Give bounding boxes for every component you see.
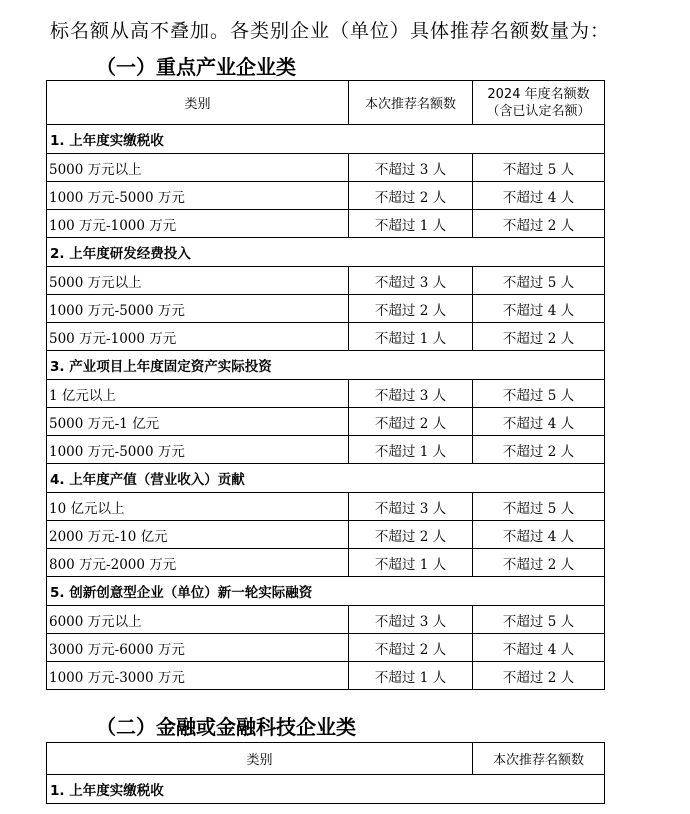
range-label: 3000 万元-6000 万元 [47, 634, 349, 662]
category-row [47, 238, 605, 267]
table-row [47, 295, 605, 323]
current-quota-cell: 不超过 2 人 [349, 182, 473, 210]
range-label: 1000 万元-3000 万元 [47, 662, 349, 690]
current-quota-cell: 不超过 1 人 [349, 662, 473, 690]
table-row [47, 154, 605, 182]
annual-quota-cell: 不超过 2 人 [473, 323, 605, 351]
table-body [47, 125, 605, 690]
current-quota-cell: 不超过 3 人 [349, 154, 473, 182]
quota-table-finance [46, 742, 605, 804]
header-category: 类别 [47, 743, 473, 775]
current-quota-cell: 不超过 1 人 [349, 436, 473, 464]
annual-quota-cell: 不超过 4 人 [473, 521, 605, 549]
table-row [47, 380, 605, 408]
current-quota-cell: 不超过 2 人 [349, 295, 473, 323]
intro-text: 标名额从高不叠加。各类别企业（单位）具体推荐名额数量为： [50, 20, 611, 42]
annual-quota-cell: 不超过 2 人 [473, 436, 605, 464]
range-label: 1000 万元-5000 万元 [47, 182, 349, 210]
current-quota-cell: 不超过 3 人 [349, 493, 473, 521]
range-label: 800 万元-2000 万元 [47, 549, 349, 577]
section-2-title: （二）金融或金融科技企业类 [96, 715, 356, 739]
category-title: 2. 上年度研发经费投入 [47, 238, 605, 267]
current-quota-cell: 不超过 2 人 [349, 634, 473, 662]
range-label: 6000 万元以上 [47, 606, 349, 634]
header-annual-quota-line1: 2024 年度名额数 [487, 86, 590, 102]
annual-quota-cell: 不超过 4 人 [473, 295, 605, 323]
annual-quota-cell: 不超过 2 人 [473, 549, 605, 577]
annual-quota-cell: 不超过 5 人 [473, 267, 605, 295]
table-row [47, 662, 605, 690]
table-header-row [47, 81, 605, 125]
table-row [47, 549, 605, 577]
current-quota-cell: 不超过 1 人 [349, 323, 473, 351]
range-label: 10 亿元以上 [47, 493, 349, 521]
table-row [47, 521, 605, 549]
category-row [47, 351, 605, 380]
current-quota-cell: 不超过 2 人 [349, 521, 473, 549]
category-title: 1. 上年度实缴税收 [47, 125, 605, 154]
annual-quota-cell: 不超过 2 人 [473, 662, 605, 690]
table-row [47, 267, 605, 295]
category-title: 4. 上年度产值（营业收入）贡献 [47, 464, 605, 493]
category-title: 1. 上年度实缴税收 [47, 775, 605, 804]
current-quota-cell: 不超过 2 人 [349, 408, 473, 436]
current-quota-cell: 不超过 3 人 [349, 380, 473, 408]
header-annual-quota [473, 81, 605, 125]
category-row [47, 775, 605, 804]
current-quota-cell: 不超过 3 人 [349, 606, 473, 634]
category-title: 5. 创新创意型企业（单位）新一轮实际融资 [47, 577, 605, 606]
table-row [47, 493, 605, 521]
table-header-row [47, 743, 605, 775]
header-category: 类别 [47, 81, 349, 125]
quota-table-key-industries [46, 80, 605, 690]
table-row [47, 210, 605, 238]
range-label: 1000 万元-5000 万元 [47, 295, 349, 323]
table-row [47, 606, 605, 634]
header-annual-quota-line2: （含已认定名额） [486, 103, 591, 119]
range-label: 5000 万元以上 [47, 267, 349, 295]
table-row [47, 182, 605, 210]
header-current-quota: 本次推荐名额数 [349, 81, 473, 125]
annual-quota-cell: 不超过 4 人 [473, 182, 605, 210]
annual-quota-cell: 不超过 5 人 [473, 154, 605, 182]
annual-quota-cell: 不超过 5 人 [473, 493, 605, 521]
range-label: 500 万元-1000 万元 [47, 323, 349, 351]
header-current-quota: 本次推荐名额数 [473, 743, 605, 775]
range-label: 1000 万元-5000 万元 [47, 436, 349, 464]
range-label: 1 亿元以上 [47, 380, 349, 408]
table-row [47, 323, 605, 351]
range-label: 5000 万元以上 [47, 154, 349, 182]
range-label: 2000 万元-10 亿元 [47, 521, 349, 549]
annual-quota-cell: 不超过 4 人 [473, 408, 605, 436]
category-row [47, 125, 605, 154]
section-1-title: （一）重点产业企业类 [96, 55, 296, 79]
category-row [47, 464, 605, 493]
table-row [47, 408, 605, 436]
annual-quota-cell: 不超过 4 人 [473, 634, 605, 662]
table-row [47, 436, 605, 464]
current-quota-cell: 不超过 3 人 [349, 267, 473, 295]
annual-quota-cell: 不超过 5 人 [473, 380, 605, 408]
range-label: 100 万元-1000 万元 [47, 210, 349, 238]
category-row [47, 577, 605, 606]
range-label: 5000 万元-1 亿元 [47, 408, 349, 436]
current-quota-cell: 不超过 1 人 [349, 210, 473, 238]
current-quota-cell: 不超过 1 人 [349, 549, 473, 577]
annual-quota-cell: 不超过 5 人 [473, 606, 605, 634]
table-row [47, 634, 605, 662]
category-title: 3. 产业项目上年度固定资产实际投资 [47, 351, 605, 380]
annual-quota-cell: 不超过 2 人 [473, 210, 605, 238]
